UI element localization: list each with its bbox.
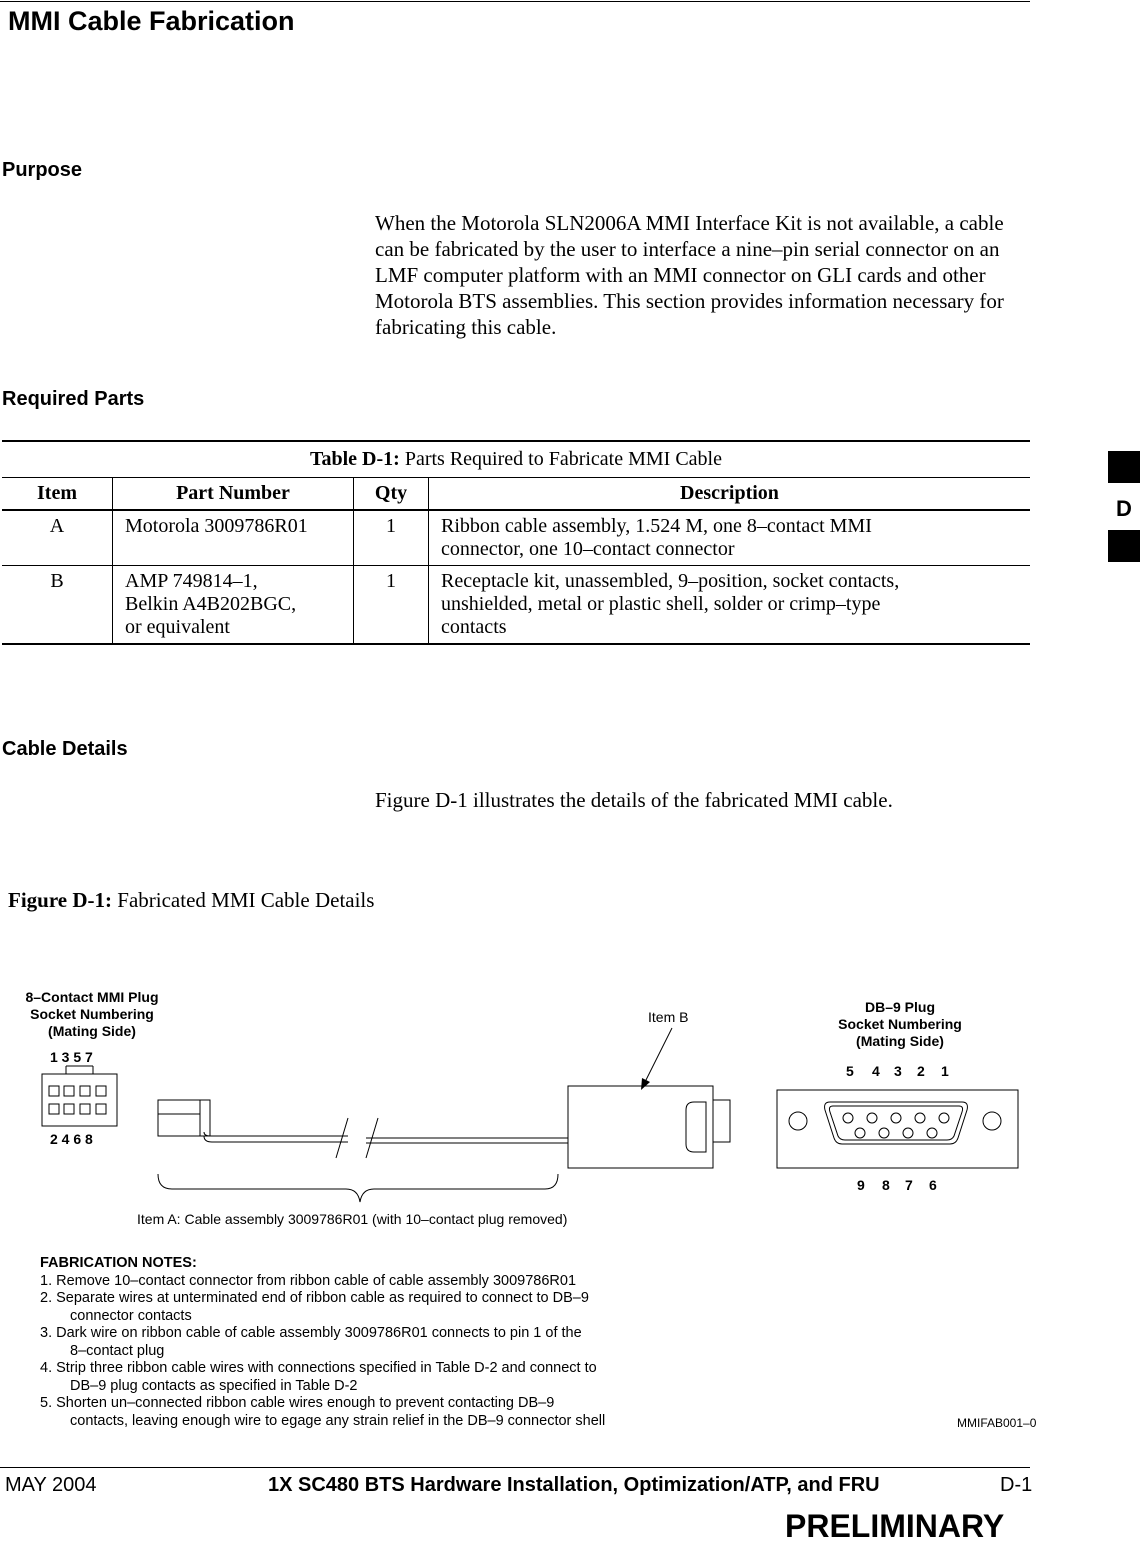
- fabrication-notes: [40, 1255, 605, 1430]
- db9-label-line-2: Socket Numbering: [838, 1016, 962, 1032]
- svg-text:2: 2: [917, 1063, 925, 1079]
- figure-caption: Figure D-1: Fabricated MMI Cable Details: [8, 888, 375, 912]
- cell-qty: 1: [354, 510, 429, 566]
- top-rule: [0, 1, 1030, 2]
- item-a-label: Item A: Cable assembly 3009786R01 (with 10–contact plug removed): [137, 1211, 568, 1227]
- db9-label-line-3: (Mating Side): [856, 1033, 944, 1049]
- db9-bottom-pin-numbers: [857, 1177, 937, 1193]
- column-header-qty: Qty: [354, 478, 429, 511]
- cell-description: Receptacle kit, unassembled, 9–position, socket contacts, unshielded, metal or plastic shell, solder or crimp–type contacts: [429, 566, 1031, 645]
- note-line: contacts, leaving enough wire to egage any strain relief in the DB–9 connector shell: [70, 1412, 606, 1429]
- svg-text:1: 1: [941, 1063, 949, 1079]
- footer-book-title: 1X SC480 BTS Hardware Installation, Optimization/ATP, and FRU: [268, 1474, 880, 1496]
- ribbon-cable: [204, 1118, 568, 1158]
- cell-item: B: [2, 566, 113, 645]
- svg-text:4: 4: [872, 1063, 880, 1079]
- note-line: 5. Shorten un–connected ribbon cable wires enough to prevent contacting DB–9: [40, 1395, 555, 1411]
- svg-text:7: 7: [905, 1177, 913, 1193]
- parts-table: [2, 440, 1030, 645]
- svg-text:5: 5: [846, 1063, 854, 1079]
- purpose-text: When the Motorola SLN2006A MMI Interface Kit is not available, a cable can be fabricated by the user to interface a nine–pin serial connector on an LMF computer platform with an MMI connector on GLI cards and other Motorola BTS assemblies. This section provides information necessary for fabricating this cable.: [375, 211, 1004, 339]
- cell-item: A: [2, 510, 113, 566]
- cell-part-number: Motorola 3009786R01: [113, 510, 354, 566]
- side-tab-letter: D: [1116, 496, 1132, 521]
- svg-text:3: 3: [894, 1063, 902, 1079]
- mmi-label-line-1: 8–Contact MMI Plug: [25, 989, 159, 1005]
- cable-details-heading: Cable Details: [2, 738, 128, 760]
- cable-diagram: [0, 940, 1060, 1240]
- note-line: DB–9 plug contacts as specified in Table D-2: [70, 1377, 358, 1394]
- cell-part-number: AMP 749814–1, Belkin A4B202BGC, or equivalent: [113, 566, 354, 645]
- required-parts-heading: Required Parts: [2, 388, 145, 410]
- cable-details-text: Figure D-1 illustrates the details of the fabricated MMI cable.: [375, 788, 893, 812]
- notes-heading: FABRICATION NOTES:: [40, 1255, 197, 1271]
- svg-text:8: 8: [882, 1177, 890, 1193]
- item-a-brace: [158, 1174, 558, 1202]
- mmi-label-line-3: (Mating Side): [48, 1023, 136, 1039]
- column-header-item: Item: [2, 478, 113, 511]
- note-line: 8–contact plug: [70, 1342, 165, 1359]
- footer-page-number: D-1: [1000, 1474, 1033, 1496]
- column-header-part-number: Part Number: [113, 478, 354, 511]
- note-line: 3. Dark wire on ribbon cable of cable assembly 3009786R01 connects to pin 1 of the: [40, 1325, 582, 1341]
- svg-text:9: 9: [857, 1177, 865, 1193]
- figure-id: MMIFAB001–0: [957, 1416, 1037, 1430]
- note-line: 4. Strip three ribbon cable wires with connections specified in Table D-2 and connect to: [40, 1360, 597, 1376]
- db9-top-pin-numbers: [846, 1063, 949, 1079]
- footer-rule: [0, 1467, 1030, 1468]
- table-row: [2, 510, 1030, 566]
- footer-date: MAY 2004: [5, 1474, 97, 1496]
- cell-description: Ribbon cable assembly, 1.524 M, one 8–contact MMI connector, one 10–contact connector: [429, 510, 1031, 566]
- db9-plug-face: [777, 1090, 1018, 1168]
- preliminary-stamp: PRELIMINARY: [785, 1508, 1005, 1544]
- side-tab-block-bottom: [1108, 530, 1140, 562]
- db9-receptacle-shell: [568, 1086, 730, 1168]
- mmi-plug-face: [42, 1066, 117, 1126]
- column-header-description: Description: [429, 478, 1031, 511]
- note-line: 2. Separate wires at unterminated end of ribbon cable as required to connect to DB–9: [40, 1290, 589, 1306]
- db9-label-line-1: DB–9 Plug: [864, 999, 936, 1015]
- note-line: 1. Remove 10–contact connector from ribbon cable of cable assembly 3009786R01: [40, 1272, 577, 1289]
- purpose-heading: Purpose: [2, 159, 83, 181]
- table-row: [2, 566, 1030, 645]
- mmi-connector-body: [158, 1100, 210, 1136]
- mmi-bottom-pin-numbers: 2 4 6 8: [50, 1131, 93, 1147]
- item-b-arrow: [641, 1028, 672, 1090]
- mmi-label-line-2: Socket Numbering: [30, 1006, 154, 1022]
- note-line: connector contacts: [70, 1307, 192, 1324]
- side-tab-block-top: [1108, 451, 1140, 483]
- mmi-top-pin-numbers: 1 3 5 7: [50, 1049, 93, 1065]
- page-title: MMI Cable Fabrication: [8, 6, 295, 36]
- item-b-label: Item B: [648, 1009, 689, 1025]
- cell-qty: 1: [354, 566, 429, 645]
- svg-text:6: 6: [929, 1177, 937, 1193]
- table-caption: Table D-1: Parts Required to Fabricate MMI Cable: [2, 441, 1030, 478]
